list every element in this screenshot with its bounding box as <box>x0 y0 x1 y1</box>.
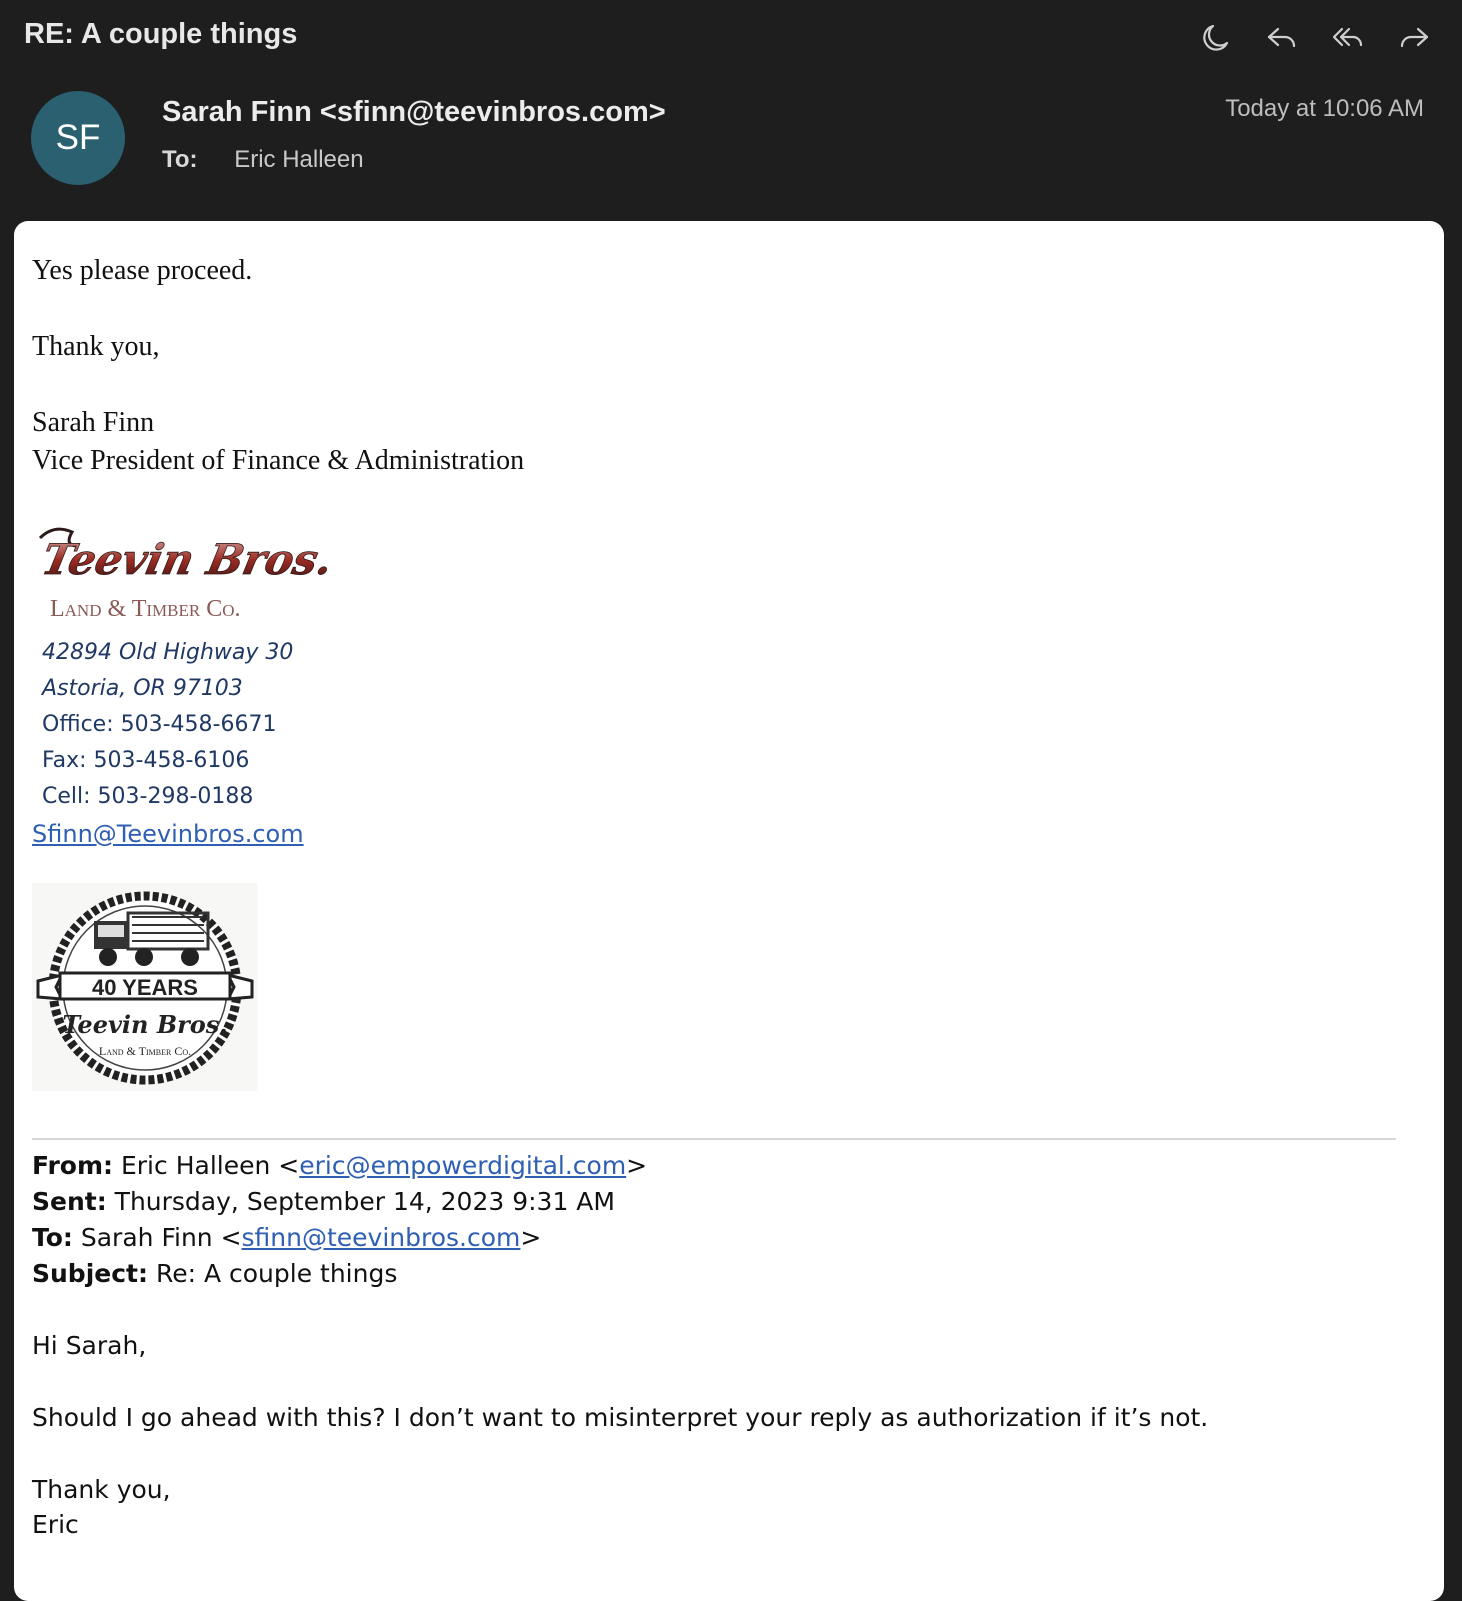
fax-number: Fax: 503-458-6106 <box>42 748 250 773</box>
anniversary-badge <box>32 883 258 1091</box>
quoted-from-name: Eric Halleen < <box>120 1151 300 1180</box>
quote-divider <box>32 1138 1396 1140</box>
signature-email-link[interactable]: Sfinn@Teevinbros.com <box>32 820 304 848</box>
logo-sub-text: Land & Timber Co. <box>50 596 241 622</box>
quoted-sent-label: Sent: <box>32 1187 107 1216</box>
quoted-subject-value: Re: A couple things <box>155 1259 398 1288</box>
quoted-to-name: Sarah Finn < <box>80 1223 242 1252</box>
cell-phone: Cell: 503-298-0188 <box>42 784 254 809</box>
recipient-name[interactable]: Eric Halleen <box>234 146 364 173</box>
quoted-to-row <box>32 1223 541 1252</box>
sender-name[interactable]: Sarah Finn <sfinn@teevinbros.com> <box>162 96 666 128</box>
badge-sub-text: Land & Timber Co. <box>98 1044 192 1058</box>
quoted-subject-label: Subject: <box>32 1259 148 1288</box>
signature-name: Sarah Finn <box>32 407 155 438</box>
reply-closing: Thank you, <box>32 331 160 362</box>
quoted-from-row <box>32 1151 647 1180</box>
quoted-subject-row <box>32 1259 397 1288</box>
quoted-to-label: To: <box>32 1223 73 1252</box>
reply-all-icon[interactable] <box>1330 18 1366 58</box>
company-logo <box>34 516 338 628</box>
forward-icon[interactable] <box>1396 18 1432 58</box>
address-line-1: 42894 Old Highway 30 <box>42 640 294 665</box>
message-body <box>14 221 1444 1601</box>
message-toolbar <box>1198 18 1432 58</box>
badge-script-text: Teevin Bros. <box>62 1010 228 1039</box>
quoted-message: Should I go ahead with this? I don’t want to misinterpret your reply as authorization if it’s not. <box>32 1403 1209 1432</box>
signature-title: Vice President of Finance & Administration <box>32 445 525 476</box>
email-subject: RE: A couple things <box>24 18 298 50</box>
quoted-from-label: From: <box>32 1151 114 1180</box>
badge-years-text: 40 YEARS <box>92 975 198 1000</box>
to-label: To: <box>162 146 198 173</box>
quoted-signoff: Eric <box>32 1510 79 1539</box>
quoted-sent-row <box>32 1187 615 1216</box>
quoted-sent-value: Thursday, September 14, 2023 9:31 AM <box>114 1187 615 1216</box>
logo-script-text: Teevin Bros. <box>37 535 338 585</box>
quoted-from-email-link[interactable]: eric@empowerdigital.com <box>299 1151 627 1180</box>
reply-icon[interactable] <box>1264 18 1300 58</box>
quoted-greeting: Hi Sarah, <box>32 1331 147 1360</box>
moon-icon[interactable] <box>1198 18 1234 58</box>
quoted-closing: Thank you, <box>32 1475 171 1504</box>
message-timestamp: Today at 10:06 AM <box>1225 95 1424 122</box>
avatar: SF <box>31 91 125 185</box>
quoted-to-close: > <box>520 1223 542 1252</box>
quoted-from-close: > <box>626 1151 648 1180</box>
reply-text: Yes please proceed. <box>32 255 253 286</box>
address-line-2: Astoria, OR 97103 <box>42 676 243 701</box>
office-phone: Office: 503-458-6671 <box>42 712 277 737</box>
recipient-row <box>162 146 364 174</box>
quoted-to-email-link[interactable]: sfinn@teevinbros.com <box>241 1223 521 1252</box>
